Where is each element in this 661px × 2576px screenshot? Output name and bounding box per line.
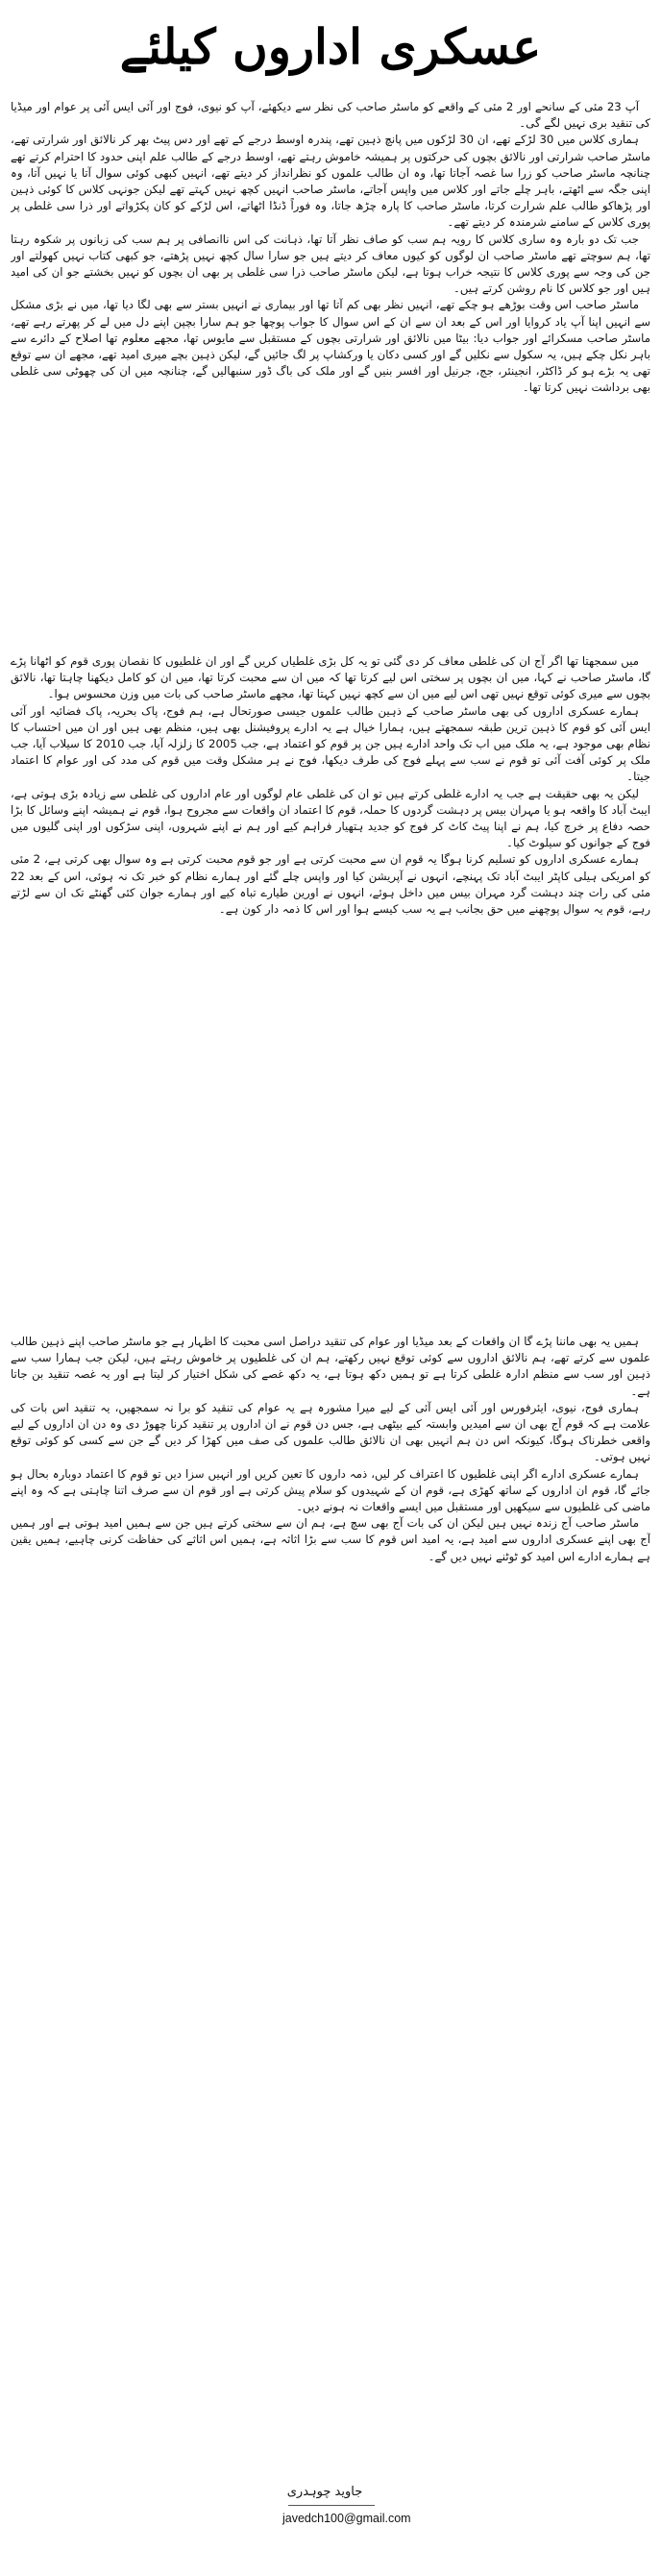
article-paragraph: ہمیں یہ بھی ماننا پڑے گا ان واقعات کے بعد میڈیا اور عوام کی تنقید دراصل اسی محبت کا اظہار ہے جو ماسٹر صاحب اپنے ذہین طالب علموں سے کرتے تھے، ہم نالائق اداروں سے کوئی توقع نہیں رکھتے، ہم ان کی غلطیوں پر خاموش رہتے ہیں، لیکن جب ہمارا سب سے ذہین اور سب سے منظم ادارہ غلطی کرتا ہے تو ہمیں دکھ ہوتا ہے، یہ دکھ غصے کی شکل اختیار کر لیتا ہے اور یہ غصہ تنقید بن جاتا ہے۔ bbox=[11, 1335, 650, 1398]
article-body-section-2 bbox=[11, 653, 650, 1326]
article-paragraph: ہماری کلاس میں 30 لڑکے تھے، ان 30 لڑکوں میں پانچ ذہین تھے، پندرہ اوسط درجے کے تھے اور دس پیٹ بھر کر نالائق اور شرارتی تھے، ماسٹر صاحب شرارتی اور نالائق بچوں کی حرکتوں پر ہمیشہ خاموش رہتے تھے، اوسط درجے کے طالب علم اپنی حدود کا احترام کرتے تھے چنانچہ ماسٹر صاحب کو زرا سا غصہ آجاتا تھا، وہ ان طالب علموں کو نظرانداز کر دیتے تھے، انہیں کبھی کوئی سوال آتا یا نہیں آتا، وہ اپنی جگہ سے اٹھتے، باہر چلے جاتے اور کلاس میں واپس آجاتے، ماسٹر صاحب انہیں کچھ نہیں کہتے تھے لیکن جونہی کلاس کا کوئی ذہین اور پڑھاکو طالب علم شرارت کرتا، ماسٹر صاحب کا پارہ چڑھ جاتا، وہ فوراً ڈنڈا اٹھاتے، اس لڑکے کو کان پکڑواتے اور ذرا سی غلطی پر پوری کلاس کے سامنے شرمندہ کر دیتے تھے۔ bbox=[11, 133, 650, 230]
article-paragraph: ہماری فوج، نیوی، ایئرفورس اور آئی ایس آئی کے لیے میرا مشورہ ہے یہ عوام کی تنقید کو برا نہ سمجھیں، یہ تنقید اس بات کی علامت ہے کہ قوم آج بھی ان سے امیدیں وابستہ کیے بیٹھی ہے، جس دن قوم نے ان اداروں پر تنقید کرنا چھوڑ دی وہ دن ان اداروں کے لیے واقعی خطرناک ہوگا، کیونکہ اس دن ہم انہیں بھی ان نالائق طالب علموں کی صف میں کھڑا کر دیں گے جن سے کسی کو کوئی توقع نہیں ہوتی۔ bbox=[11, 1400, 650, 1464]
article-paragraph: جب تک دو بارہ وہ ساری کلاس کا رویہ ہم سب کو صاف نظر آتا تھا، ذہانت کی اس ناانصافی پر ہم سب کی زبانوں پر شکوہ رہتا تھا، ہم سوچتے تھے ماسٹر صاحب ان لوگوں کو کیوں معاف کر دیتے ہیں جو سارا سال کچھ نہیں پڑھتے، جو کبھی کتاب نہیں کھولتے اور جن کی وجہ سے پوری کلاس کا نتیجہ خراب ہوتا ہے، لیکن ماسٹر صاحب ذرا سی غلطی پر بھی ان بچوں کو نہیں بخشتے جو ان کی امید ہیں اور جو کلاس کا نام روشن کرتے ہیں۔ bbox=[11, 232, 650, 296]
author-name: جاوید چوہدری bbox=[286, 2485, 363, 2499]
article-paragraph: ہمارے عسکری اداروں کی بھی ماسٹر صاحب کے ذہین طالب علموں جیسی صورتحال ہے، ہم فوج، پاک بحریہ، پاک فضائیہ اور آئی ایس آئی کو قوم کا ذہین ترین طبقہ سمجھتے ہیں، ہمارا خیال ہے یہ ادارے پروفیشنل بھی ہیں، منظم بھی ہیں اور ان میں احتساب کا نظام بھی موجود ہے، یہ ملک میں اب تک واحد ادارے ہیں جن پر قوم کو اعتماد ہے، جب 2005 کا زلزلہ آیا، جب 2010 کا سیلاب آیا، جب ملک پر کوئی آفت آئی تو قوم نے سب سے پہلے فوج کی طرف دیکھا، فوج نے ہر مشکل وقت میں قوم کی مدد کی اور عوام کا اعتماد جیتا۔ bbox=[11, 703, 650, 784]
article-paragraph: میں سمجھتا تھا اگر آج ان کی غلطی معاف کر دی گئی تو یہ کل بڑی غلطیاں کریں گے اور ان غلطیوں کا نقصان پوری قوم کو اٹھانا پڑے گا، ماسٹر صاحب نے کہا، میں ان بچوں پر سختی اس لیے کرتا تھا کہ میں ان سے محبت کرتا تھا، میں ان کو کامل دیکھنا چاہتا تھا، نالائق بچوں سے میری کوئی توقع نہیں تھی اس لیے میں ان سے کچھ نہیں کہتا تھا، مجھے ماسٹر صاحب کی بات میں وزن محسوس ہوا۔ bbox=[11, 654, 650, 701]
article-paragraph: لیکن یہ بھی حقیقت ہے جب یہ ادارے غلطی کرتے ہیں تو ان کی غلطی عام لوگوں اور عام اداروں کی غلطی سے زیادہ بڑی ہوتی ہے، ایبٹ آباد کا واقعہ ہو یا مہران بیس پر دہشت گردوں کا حملہ، قوم کا اعتماد ان واقعات سے مجروح ہوا، قوم نے ہمیشہ اپنے وسائل کا بڑا حصہ دفاع پر خرچ کیا، ہم نے اپنا پیٹ کاٹ کر فوج کو جدید ہتھیار فراہم کیے اور ہم نے اپنے شہروں، اپنی سڑکوں اور اپنی گلیوں میں فوج کے جوانوں کو سیلوٹ کیا۔ bbox=[11, 786, 650, 850]
signature-divider bbox=[288, 2505, 375, 2506]
article-paragraph: ہمارے عسکری ادارے اگر اپنی غلطیوں کا اعتراف کر لیں، ذمہ داروں کا تعین کریں اور انہیں سزا دیں تو قوم کا اعتماد دوبارہ بحال ہو جائے گا، قوم ان اداروں کے ساتھ کھڑی ہے، قوم ان کے شہیدوں کو سلام پیش کرتی ہے اور قوم ان سے صرف اتنا چاہتی ہے کہ وہ اپنے ماضی کی غلطیوں سے سیکھیں اور مستقبل میں ایسے واقعات نہ ہونے دیں۔ bbox=[11, 1466, 650, 1514]
article-paragraph: ہمارے عسکری اداروں کو تسلیم کرنا ہوگا یہ قوم ان سے محبت کرتی ہے اور جو قوم محبت کرتی ہے وہ سوال بھی کرتی ہے، 2 مئی کو امریکی ہیلی کاپٹر ایبٹ آباد تک پہنچے، انہوں نے آپریشن کیا اور واپس چلے گئے اور ہمارے نظام کو خبر تک نہ ہوئی، اس کے بعد 22 مئی کی رات چند دہشت گرد مہران بیس میں داخل ہوئے، انہوں نے اورین طیارے تباہ کیے اور ہمارے جوان کئی گھنٹے تک ان سے لڑتے رہے، قوم یہ سوال پوچھنے میں حق بجانب ہے یہ سب کیسے ہوا اور اس کا ذمہ دار کون ہے۔ bbox=[11, 852, 650, 917]
article-paragraph: ماسٹر صاحب آج زندہ نہیں ہیں لیکن ان کی بات آج بھی سچ ہے، ہم ان سے سختی کرتے ہیں جن سے ہمیں امید ہوتی ہے اور ہمیں آج بھی اپنے عسکری اداروں سے امید ہے، یہ امید اس قوم کا سب سے بڑا اثاثہ ہے، ہمیں اس اثاثے کی حفاظت کرنی چاہیے، ہمیں یقین ہے ہمارے ادارے اس امید کو ٹوٹنے نہیں دیں گے۔ bbox=[11, 1516, 650, 1563]
author-email: javedch100@gmail.com bbox=[282, 2512, 411, 2525]
article-body-section-3 bbox=[11, 1334, 650, 2472]
article-paragraph: ماسٹر صاحب اس وقت بوڑھے ہو چکے تھے، انہیں نظر بھی کم آتا تھا اور بیماری نے انہیں بستر سے بھی لگا دیا تھا، میں نے بڑی مشکل سے انہیں اپنا آپ یاد کروایا اور اس کے بعد ان سے ان کے اس سوال کا جواب پوچھا جو ہم سارا بچپن اپنے دل میں لے کر پھرتے رہے تھے، ماسٹر صاحب مسکرائے اور جواب دیا: بیٹا میں نالائق اور شرارتی بچوں کے مستقبل سے مایوس تھا، مجھے معلوم تھا اصلاح کے دائرے سے باہر نکل چکے ہیں، یہ سکول سے نکلیں گے اور کسی دکان یا ورکشاپ پر لگ جائیں گے، لیکن ذہین بچے میری امید تھے، مجھے ان سے توقع تھی یہ بڑے ہو کر ڈاکٹر، انجینئر، جج، جرنیل اور افسر بنیں گے اور ملک کی باگ ڈور سنبھالیں گے، چنانچہ میں ان کی چھوٹی سی غلطی بھی برداشت نہیں کرتا تھا۔ bbox=[11, 298, 650, 395]
article-headline: عسکری اداروں کیلئے bbox=[119, 18, 542, 75]
article-paragraph: آپ 23 مئی کے سانحے اور 2 مئی کے واقعے کو ماسٹر صاحب کی نظر سے دیکھئے، آپ کو نیوی، فوج اور آئی ایس آئی پر عوام اور میڈیا کی تنقید بری نہیں لگے گی۔ bbox=[11, 100, 650, 131]
article-body-section-1 bbox=[11, 99, 650, 647]
